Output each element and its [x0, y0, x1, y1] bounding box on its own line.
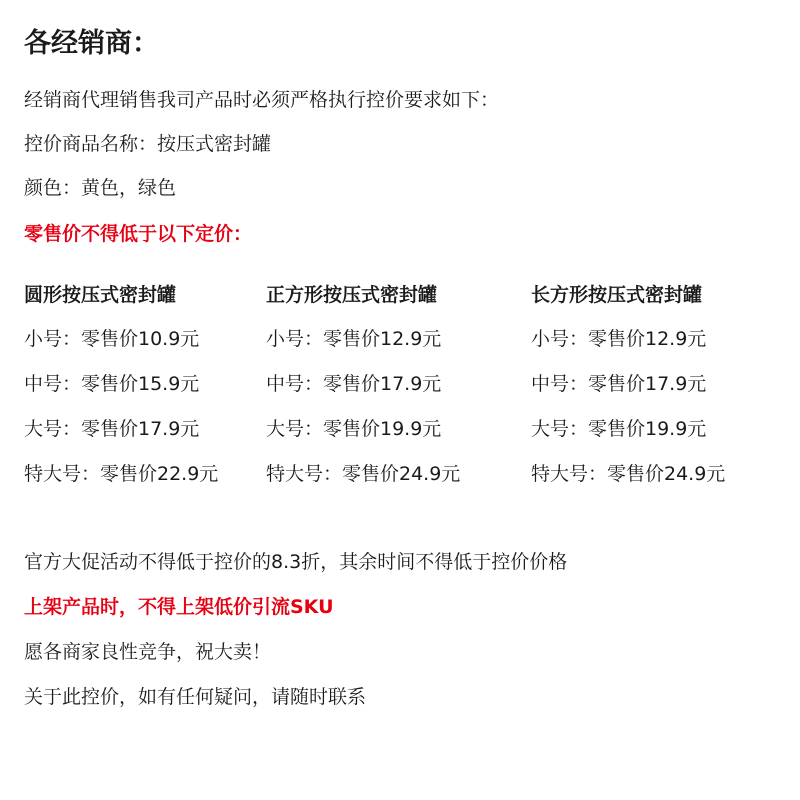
- price-row: 中号：零售价17.9元: [266, 373, 442, 395]
- contact-line: 关于此控价，如有任何疑问，请随时联系: [24, 686, 367, 708]
- price-row: 小号：零售价12.9元: [531, 328, 707, 350]
- promo-rule: 官方大促活动不得低于控价的8.3折，其余时间不得低于控价价格: [24, 551, 568, 573]
- price-row: 大号：零售价17.9元: [24, 418, 200, 440]
- column-header-rectangle: 长方形按压式密封罐: [531, 284, 703, 306]
- colors-line: 颜色：黄色，绿色: [24, 177, 177, 199]
- price-row: 大号：零售价19.9元: [531, 418, 707, 440]
- price-row: 小号：零售价12.9元: [266, 328, 442, 350]
- product-name-line: 控价商品名称：按压式密封罐: [24, 133, 272, 155]
- price-row: 特大号：零售价22.9元: [24, 463, 219, 485]
- price-row: 大号：零售价19.9元: [266, 418, 442, 440]
- wish-line: 愿各商家良性竞争，祝大卖！: [24, 641, 272, 663]
- sku-warning: 上架产品时，不得上架低价引流SKU: [24, 596, 334, 618]
- column-header-square: 正方形按压式密封罐: [266, 284, 438, 306]
- price-row: 小号：零售价10.9元: [24, 328, 200, 350]
- column-header-round: 圆形按压式密封罐: [24, 284, 177, 306]
- price-row: 中号：零售价17.9元: [531, 373, 707, 395]
- intro-text: 经销商代理销售我司产品时必须严格执行控价要求如下：: [24, 89, 500, 111]
- price-row: 特大号：零售价24.9元: [266, 463, 461, 485]
- price-row: 特大号：零售价24.9元: [531, 463, 726, 485]
- price-row: 中号：零售价15.9元: [24, 373, 200, 395]
- page-title: 各经销商：: [24, 28, 159, 59]
- retail-price-heading: 零售价不得低于以下定价：: [24, 223, 253, 245]
